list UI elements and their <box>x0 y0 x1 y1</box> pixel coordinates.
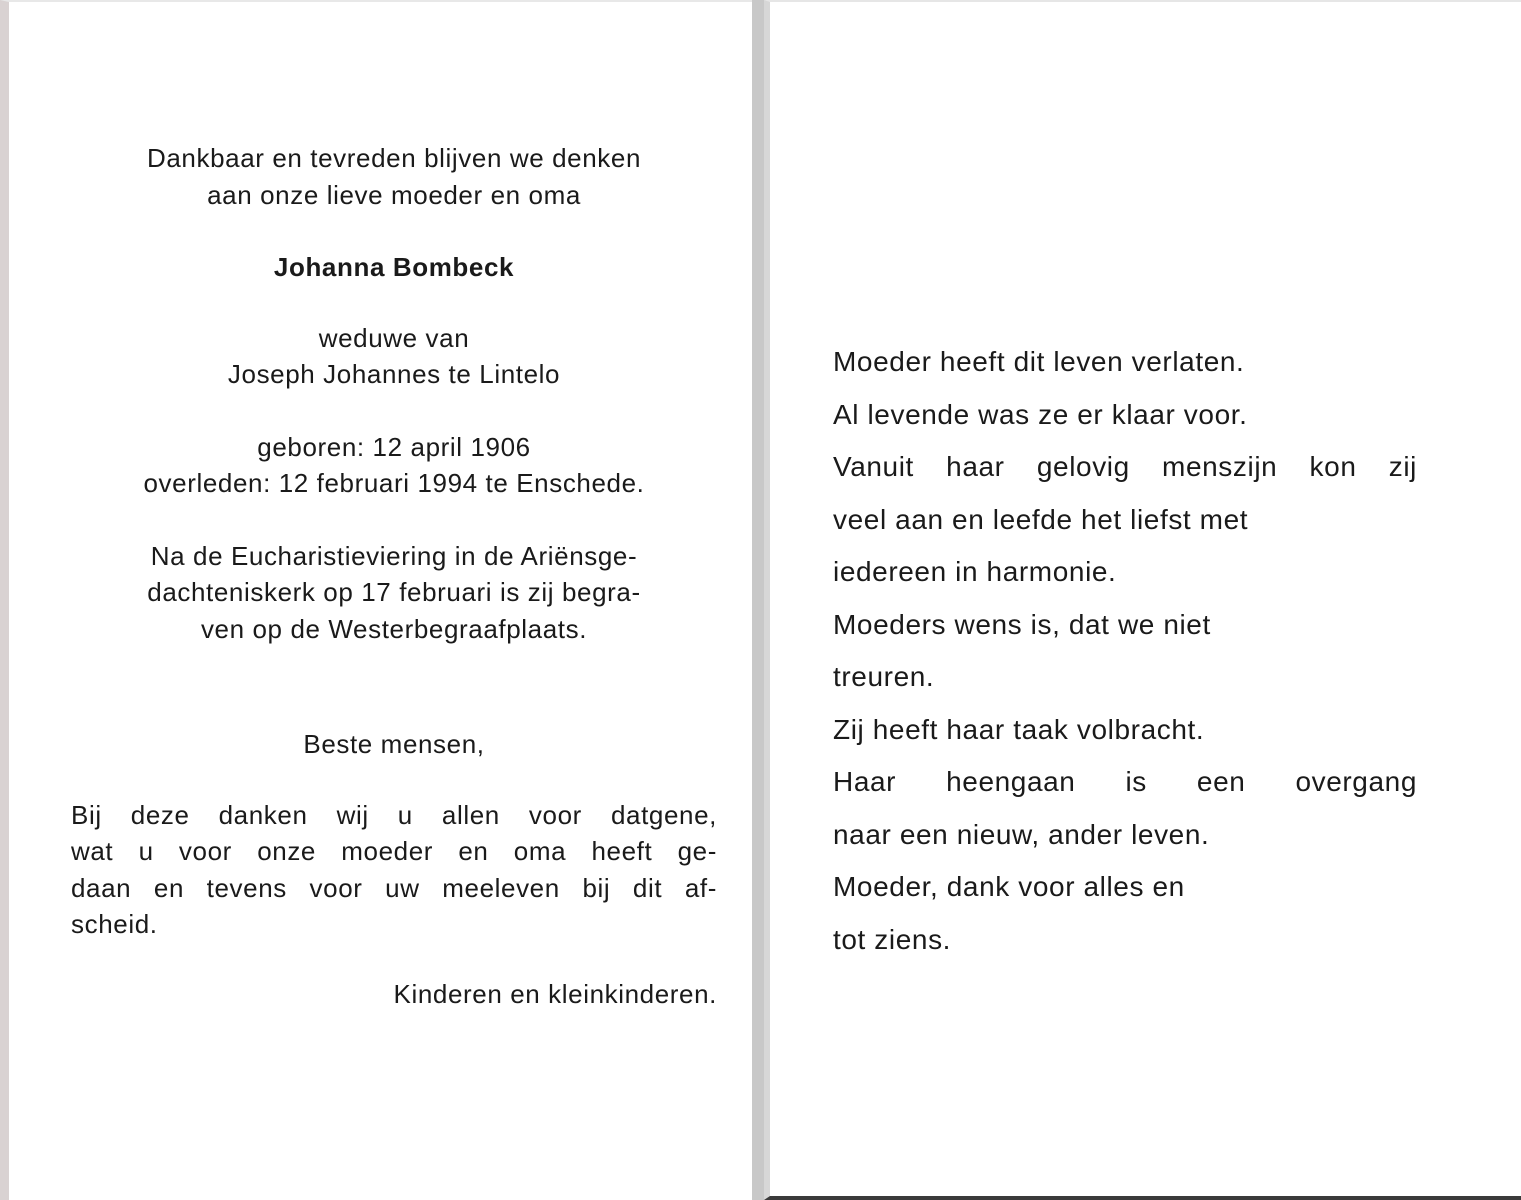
poem-line: Vanuit haar gelovig menszijn kon zij <box>833 451 1417 482</box>
poem-line: Moeder, dank voor alles en <box>833 871 1185 902</box>
poem-line: Al levende was ze er klaar voor. <box>833 398 1248 430</box>
thanks-line: scheid. <box>71 909 158 939</box>
birth-date: geboren: 12 april 1906 <box>257 431 531 462</box>
life-dates <box>71 429 717 502</box>
poem-line: naar een nieuw, ander leven. <box>833 818 1210 850</box>
memorial-card-left <box>0 0 752 1200</box>
poem-line: veel aan en leefde het liefst met <box>833 503 1249 535</box>
poem-line: Haar heengaan is een overgang <box>833 766 1417 797</box>
death-date: overleden: 12 februari 1994 te Enschede. <box>143 468 645 498</box>
funeral-line: ven op de Westerbegraafplaats. <box>200 613 588 644</box>
deceased-name: Johanna Bombeck <box>273 252 515 282</box>
funeral-line: dachteniskerk op 17 februari is zij begra- <box>147 577 641 607</box>
thanks-text <box>71 797 717 943</box>
funeral-line: Na de Eucharistieviering in de Ariënsge- <box>150 540 638 571</box>
poem-line: treuren. <box>833 661 935 692</box>
widow-of-line: weduwe van <box>318 322 470 353</box>
spouse-name: Joseph Johannes te Lintelo <box>227 359 561 389</box>
widow-of <box>71 320 717 393</box>
intro-text <box>71 140 717 213</box>
poem <box>833 336 1417 966</box>
poem-line: Zij heeft haar taak volbracht. <box>833 713 1205 745</box>
intro-line: Dankbaar en tevreden blijven we denken <box>147 143 641 173</box>
memorial-card-right <box>764 0 1521 1200</box>
signature: Kinderen en kleinkinderen. <box>393 978 717 1009</box>
thanks-line: daan en tevens voor uw meeleven bij dit af- <box>71 872 717 903</box>
intro-line: aan onze lieve moeder en oma <box>207 179 581 210</box>
funeral-info <box>71 538 717 648</box>
poem-line: tot ziens. <box>833 923 952 955</box>
poem-line: iedereen in harmonie. <box>833 556 1117 587</box>
thanks-line: Bij deze danken wij u allen voor datgene, <box>71 799 717 830</box>
left-card-text <box>71 140 717 1012</box>
greeting: Beste mensen, <box>303 729 485 759</box>
poem-line: Moeders wens is, dat we niet <box>833 608 1211 640</box>
poem-line: Moeder heeft dit leven verlaten. <box>833 346 1245 377</box>
thanks-line: wat u voor onze moeder en oma heeft ge- <box>71 836 717 866</box>
